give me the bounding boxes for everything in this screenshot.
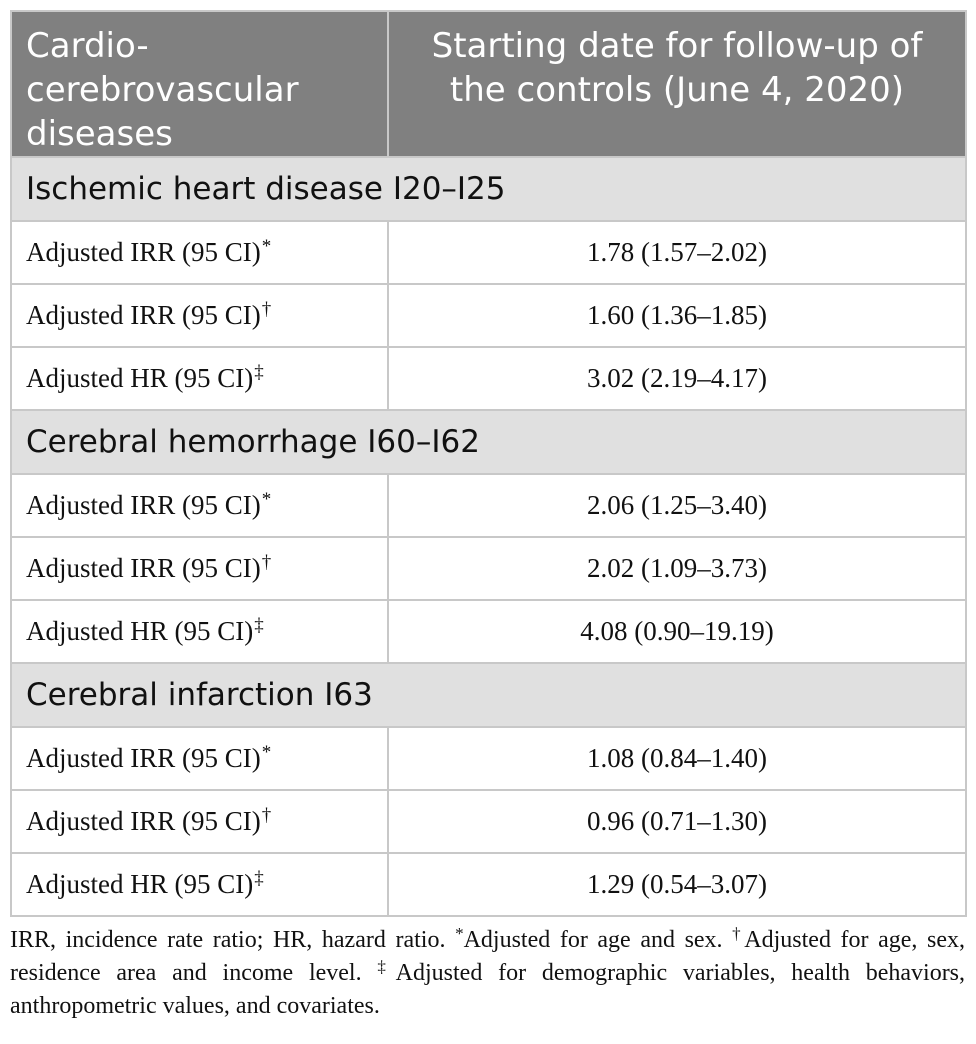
table-row <box>11 853 966 916</box>
row-value: 4.08 (0.90–19.19) <box>388 600 966 663</box>
header-disease-column: Cardio-cerebrovascular diseases <box>11 11 388 157</box>
footnote-marker: ‡ <box>254 362 264 383</box>
results-table-container <box>10 10 965 917</box>
row-value: 2.06 (1.25–3.40) <box>388 474 966 537</box>
row-label: Adjusted IRR (95 CI)* <box>11 474 388 537</box>
row-label: Adjusted IRR (95 CI)* <box>11 221 388 284</box>
section-row <box>11 157 966 221</box>
section-row <box>11 410 966 474</box>
row-label: Adjusted HR (95 CI)‡ <box>11 853 388 916</box>
section-title: Cerebral hemorrhage I60–I62 <box>11 410 966 474</box>
footnote-marker-asterisk: * <box>455 924 464 943</box>
table-row <box>11 347 966 410</box>
table-row <box>11 600 966 663</box>
results-table <box>10 10 967 917</box>
footnote-marker: * <box>261 489 272 510</box>
footnote-marker: * <box>261 742 272 763</box>
footnote-marker: ‡ <box>254 868 264 889</box>
row-label: Adjusted IRR (95 CI)* <box>11 727 388 790</box>
footnote-note-3: Adjusted for demographic variables, health behaviors, anthropometric values, and covariates. <box>10 960 966 1019</box>
table-row <box>11 727 966 790</box>
section-row <box>11 663 966 727</box>
row-value: 1.29 (0.54–3.07) <box>388 853 966 916</box>
row-label: Adjusted HR (95 CI)‡ <box>11 600 388 663</box>
section-title: Cerebral infarction I63 <box>11 663 966 727</box>
footnote-marker-double-dagger: ‡ <box>377 957 396 976</box>
row-label: Adjusted IRR (95 CI)† <box>11 284 388 347</box>
row-label: Adjusted IRR (95 CI)† <box>11 790 388 853</box>
footnote-marker: ‡ <box>254 615 264 636</box>
footnote-note-1: Adjusted for age and sex. <box>463 927 723 953</box>
header-followup-column: Starting date for follow-up of the controls (June 4, 2020) <box>388 11 966 157</box>
footnote-marker: * <box>261 236 272 257</box>
footnote-abbreviations: IRR, incidence rate ratio; HR, hazard ratio. <box>10 927 446 953</box>
footnote-marker: † <box>261 299 272 320</box>
row-value: 1.78 (1.57–2.02) <box>388 221 966 284</box>
table-row <box>11 790 966 853</box>
row-value: 1.60 (1.36–1.85) <box>388 284 966 347</box>
table-row <box>11 537 966 600</box>
row-label: Adjusted HR (95 CI)‡ <box>11 347 388 410</box>
row-value: 3.02 (2.19–4.17) <box>388 347 966 410</box>
footnote-marker: † <box>261 805 272 826</box>
footnote-marker: † <box>261 552 272 573</box>
row-label: Adjusted IRR (95 CI)† <box>11 537 388 600</box>
row-value: 0.96 (0.71–1.30) <box>388 790 966 853</box>
table-row <box>11 284 966 347</box>
row-value: 1.08 (0.84–1.40) <box>388 727 966 790</box>
footnote-note-2: Adjusted for age, sex, residence area and income level. <box>10 927 966 986</box>
table-row <box>11 221 966 284</box>
footnote-marker-dagger: † <box>732 924 745 943</box>
table-footnote <box>10 924 965 1023</box>
section-title: Ischemic heart disease I20–I25 <box>11 157 966 221</box>
table-header-row <box>11 11 966 157</box>
row-value: 2.02 (1.09–3.73) <box>388 537 966 600</box>
table-row <box>11 474 966 537</box>
